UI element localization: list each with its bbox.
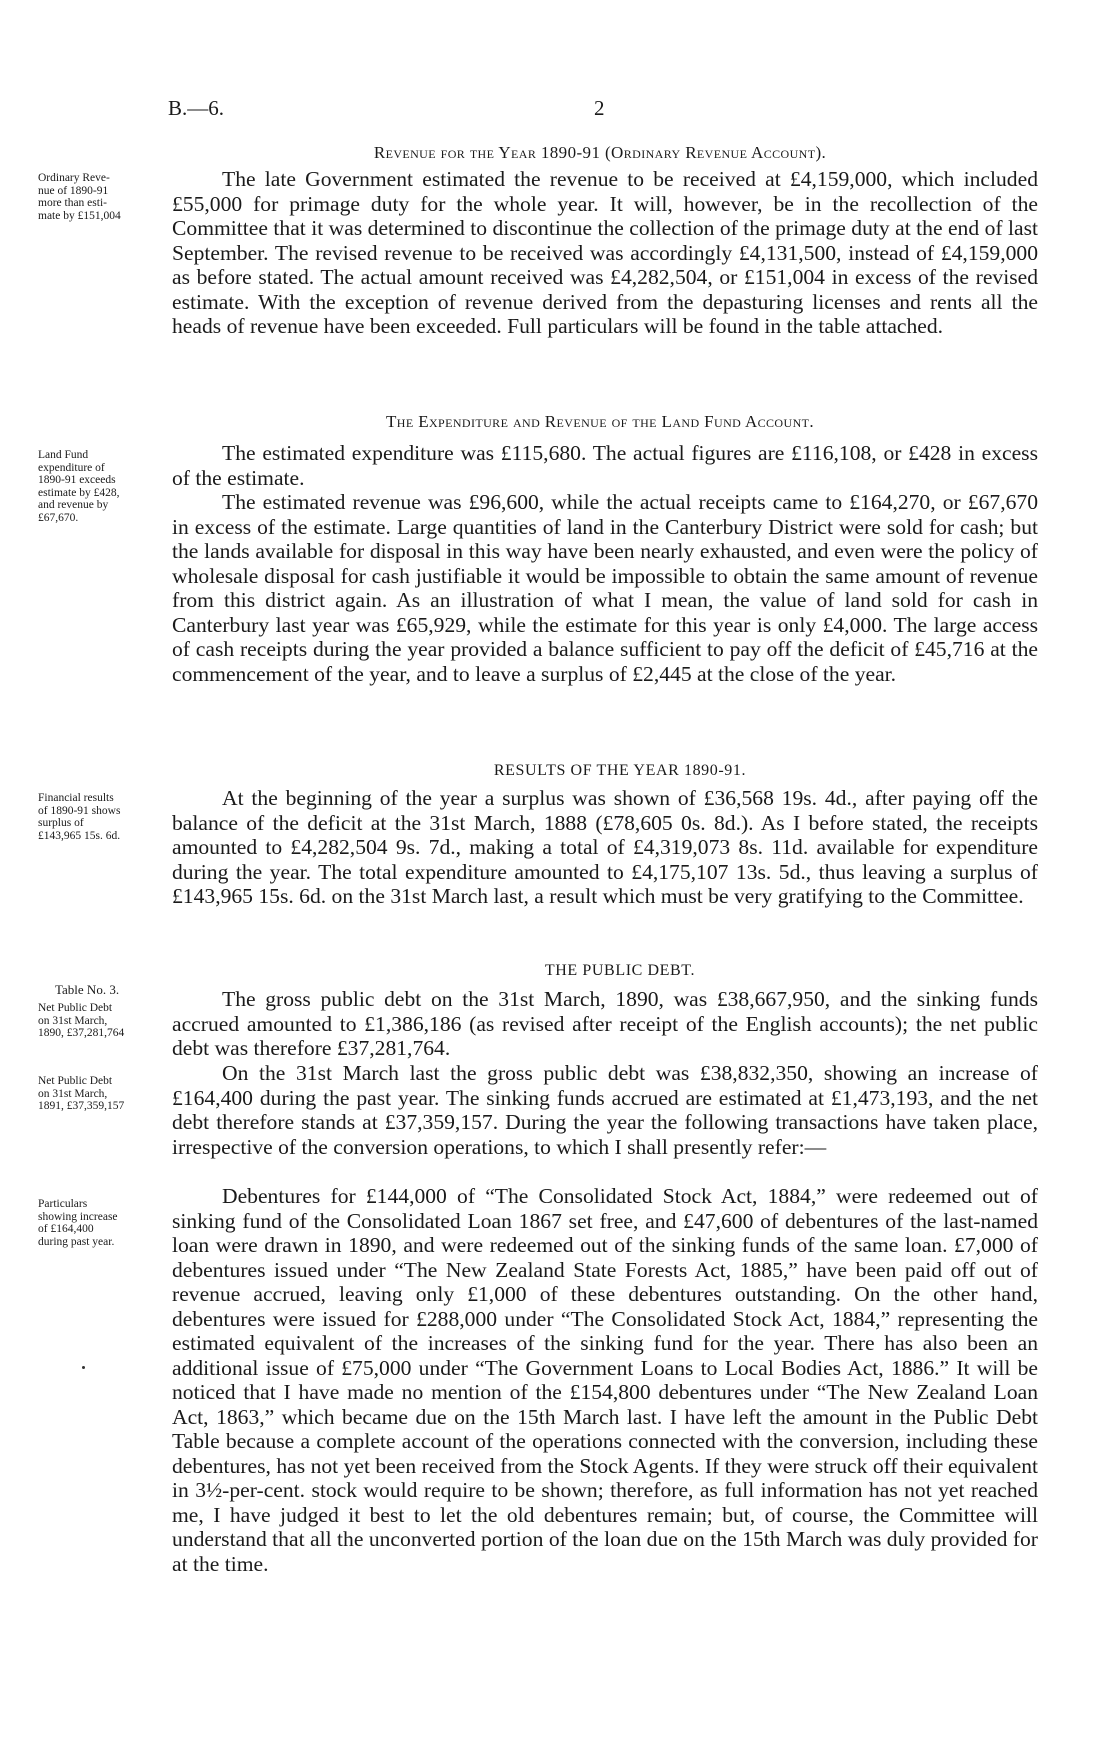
sidenote-revenue — [38, 172, 168, 222]
sidenote-line: during past year. — [38, 1235, 115, 1248]
paragraph-public-debt-1891: On the 31st March last the gross public debt was £38,832,350, showing an increase of £164,400 during the past year. The sinking funds accrued are estimated at £1,473,193, and the net debt therefore stands at £37,359,157. During the year the following transactions have taken place, irrespective of the conversion operations, to which I shall presently refer:— — [172, 1061, 1038, 1159]
sidenote-results — [38, 792, 168, 842]
page-number: 2 — [594, 96, 605, 120]
paragraph-public-debt-1890: The gross public debt on the 31st March, 1890, was £38,667,950, and the sinking funds accrued amounted to £1,386,186 (as revised after receipt of the English accounts); the net public debt was therefore £37,281,764. — [172, 987, 1038, 1060]
section-heading-land-fund: The Expenditure and Revenue of the Land Fund Account. — [385, 412, 815, 431]
sidenote-net-debt-1890 — [38, 1002, 168, 1040]
paragraph-results: At the beginning of the year a surplus was shown of £36,568 19s. 4d., after paying off the balance of the deficit at the 31st March, 1888 (£78,605 0s. 8d.). As I before stated, the receipts amounted to £4,282,504 9s. 7d., making a total of £4,319,073 8s. 11d. available for expenditure during the year. The total expenditure amounted to £4,175,107 13s. 5d., thus leaving a surplus of £143,965 15s. 6d. on the 31st March last, a result which must be very gratifying to the Committee. — [172, 786, 1038, 908]
sidenote-line: more than esti- — [38, 197, 107, 209]
sidenote-line: Net Public Debt — [38, 1002, 113, 1014]
running-header — [168, 96, 1048, 126]
sidenote-line: of £164,400 — [38, 1223, 94, 1235]
sidenote-line: Land Fund — [38, 449, 89, 461]
sidenote-line: 1890, £37,281,764 — [38, 1027, 125, 1039]
sidenote-line: on 31st March, — [38, 1087, 108, 1100]
sidenote-line: 1890-91 exceeds — [38, 474, 116, 486]
sidenote-line: on 31st March, — [38, 1014, 108, 1027]
paragraph-land-fund-revenue: The estimated revenue was £96,600, while the actual receipts came to £164,270, or £67,670 in excess of the estimate. Large quantities of land in the Canterbury District were sold for cash; but the lands available for disposal in this way have been nearly exhausted, and even were the policy of wholesale disposal for cash justifiable it would be impossible to obtain the same amount of revenue from this district again. As an illustration of what I mean, the value of land sold for cash in Canterbury last year was £65,929, while the estimate for this year is only £4,000. The large access of cash receipts during the year provided a balance sufficient to pay off the deficit of £45,716 at the commencement of the year, and to leave a surplus of £2,445 at the close of the year. — [172, 490, 1038, 686]
sidenote-line: Net Public Debt — [38, 1075, 113, 1087]
sidenote-line: and revenue by — [38, 499, 109, 511]
sidenote-line: £143,965 15s. 6d. — [38, 829, 121, 842]
document-reference: B.—6. — [168, 96, 225, 120]
table-reference: Table No. 3. — [55, 982, 120, 997]
paragraph-public-debt-particulars: Debentures for £144,000 of “The Consolidated Stock Act, 1884,” were redeemed out of sinking fund of the Consolidated Loan 1867 set free, and £47,600 of debentures of the last-named loan were drawn in 1890, and were redeemed out of the sinking funds of the same loan. £7,000 of debentures issued under “The New Zealand State Forests Act, 1885,” have been paid off out of revenue accrued, leaving only £1,000 of these debentures outstanding. On the other hand, debentures were issued for £288,000 under “The Consolidated Stock Act, 1884,” representing the estimated equivalent of the increases of the sinking fund for the year. There has also been an additional issue of £75,000 under “The Government Loans to Local Bodies Act, 1886.” It will be noticed that I have made no mention of the £154,800 debentures under “The New Zealand Loan Act, 1863,” which became due on the 15th March last. I have left the amount in the Public Debt Table because a complete account of the operations connected with the conversion, including these debentures, has not yet been received from the Stock Agents. If they were struck off their equivalent in 3½-per-cent. stock would require to be shown; therefore, as full information has not yet reached me, I have judged it best to let the old debentures remain; but, of course, the Committee will understand that all the unconverted portion of the loan due on the 15th March was duly provided for at the time. — [172, 1184, 1038, 1576]
sidenote-line: estimate by £428, — [38, 486, 120, 499]
sidenote-line: Ordinary Reve- — [38, 172, 110, 184]
sidenote-line: surplus of — [38, 817, 84, 829]
sidenote-net-debt-1891 — [38, 1075, 168, 1113]
paragraph-revenue: The late Government estimated the revenue to be received at £4,159,000, which included £55,000 for primage duty for the whole year. It will, however, be in the recollection of the Committee that it was determined to discontinue the collection of the primage duty at the end of last September. The revised revenue to be received was accordingly £4,131,500, instead of £4,159,000 as before stated. The actual amount received was £4,282,504, or £151,004 in excess of the revised estimate. With the exception of revenue derived from the depasturing licenses and rents all the heads of revenue have been exceeded. Full particulars will be found in the table attached. — [172, 167, 1038, 338]
margin-mark — [82, 1366, 85, 1369]
sidenote-line: expenditure of — [38, 461, 105, 474]
paragraph-land-fund-expenditure: The estimated expenditure was £115,680. The actual figures are £116,108, or £428 in excess of the estimate. — [172, 441, 1038, 490]
sidenote-line: Particulars — [38, 1198, 88, 1210]
sidenote-line: mate by £151,004 — [38, 209, 121, 222]
sidenote-line: £67,670. — [38, 511, 79, 524]
sidenote-particulars — [38, 1198, 168, 1248]
sidenote-line: 1891, £37,359,157 — [38, 1100, 125, 1112]
sidenote-line: showing increase — [38, 1210, 118, 1223]
section-heading-results: RESULTS OF THE YEAR 1890-91. — [493, 762, 747, 779]
section-heading-public-debt: THE PUBLIC DEBT. — [544, 962, 696, 979]
sidenote-line: nue of 1890-91 — [38, 184, 109, 197]
sidenote-line: of 1890-91 shows — [38, 804, 121, 817]
sidenote-land-fund — [38, 449, 168, 524]
sidenote-line: Financial results — [38, 792, 114, 804]
section-heading-revenue: Revenue for the Year 1890-91 (Ordinary Revenue Account). — [373, 143, 827, 162]
